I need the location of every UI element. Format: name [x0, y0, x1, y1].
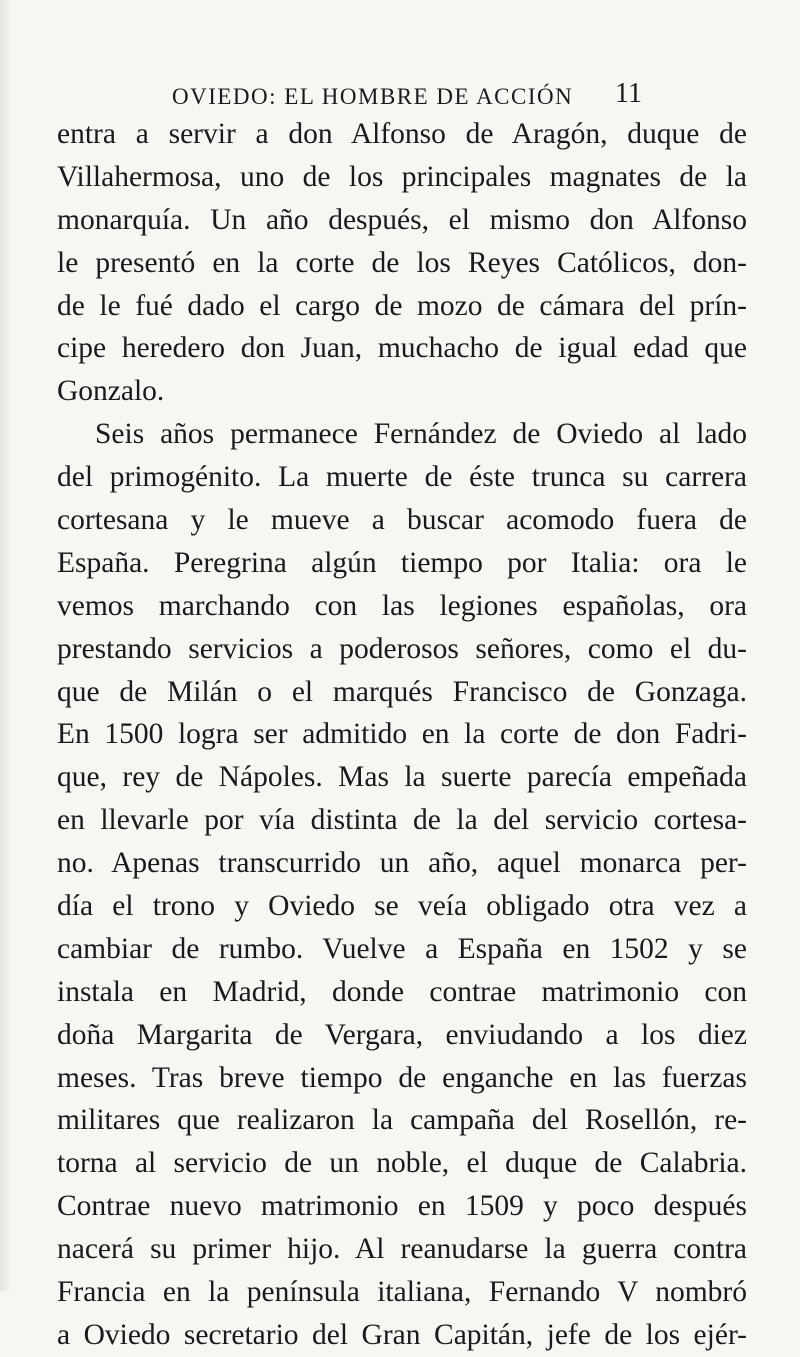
page-number: 11	[615, 78, 642, 109]
text-line: de le fué dado el cargo de mozo de cámara del prín-	[57, 289, 747, 322]
text-line: prestando servicios a poderosos señores, como el du-	[57, 632, 747, 665]
page-header	[0, 74, 800, 114]
text-line: Contrae nuevo matrimonio en 1509 y poco después	[57, 1190, 747, 1223]
text-line: meses. Tras breve tiempo de enganche en las fuerzas	[57, 1061, 747, 1094]
text-line: Seis años permanece Fernández de Oviedo al lado	[95, 418, 747, 451]
text-line: En 1500 logra ser admitido en la corte de don Fadri-	[57, 718, 747, 751]
text-line: cambiar de rumbo. Vuelve a España en 1502 y se	[57, 932, 747, 965]
text-line: a Oviedo secretario del Gran Capitán, jefe de los ejér-	[57, 1318, 747, 1351]
text-line: monarquía. Un año después, el mismo don Alfonso	[57, 203, 747, 236]
page-edge-shadow	[0, 0, 12, 1291]
text-line: del primogénito. La muerte de éste trunca su carrera	[57, 461, 747, 494]
text-line: cortesana y le mueve a buscar acomodo fuera de	[57, 504, 747, 537]
text-line: que de Milán o el marqués Francisco de Gonzaga.	[57, 675, 747, 708]
text-line: Francia en la península italiana, Fernando V nombró	[57, 1276, 747, 1309]
text-line: España. Peregrina algún tiempo por Italia: ora le	[57, 546, 747, 579]
running-head: OVIEDO: EL HOMBRE DE ACCIÓN	[172, 84, 574, 109]
text-line: militares que realizaron la campaña del Rosellón, re-	[57, 1104, 747, 1137]
text-line: torna al servicio de un noble, el duque de Calabria.	[57, 1147, 747, 1180]
text-line: que, rey de Nápoles. Mas la suerte parecía empeñada	[57, 761, 747, 794]
text-line: cipe heredero don Juan, muchacho de igual edad que	[57, 332, 747, 365]
text-line: entra a servir a don Alfonso de Aragón, duque de	[57, 118, 747, 150]
text-line: día el trono y Oviedo se veía obligado otra vez a	[57, 890, 747, 923]
text-line: vemos marchando con las legiones españolas, ora	[57, 589, 747, 622]
text-line: instala en Madrid, donde contrae matrimonio con	[57, 975, 747, 1008]
text-line: no. Apenas transcurrido un año, aquel monarca per-	[57, 847, 747, 880]
text-line: doña Margarita de Vergara, enviudando a los diez	[57, 1018, 747, 1051]
body-text	[57, 113, 747, 1357]
text-line: nacerá su primer hijo. Al reanudarse la guerra contra	[57, 1233, 747, 1266]
text-line: Villahermosa, uno de los principales magnates de la	[57, 160, 747, 193]
text-line: le presentó en la corte de los Reyes Católicos, don-	[57, 246, 747, 279]
text-line: en llevarle por vía distinta de la del servicio cortesa-	[57, 804, 747, 837]
text-line: Gonzalo.	[57, 375, 165, 408]
